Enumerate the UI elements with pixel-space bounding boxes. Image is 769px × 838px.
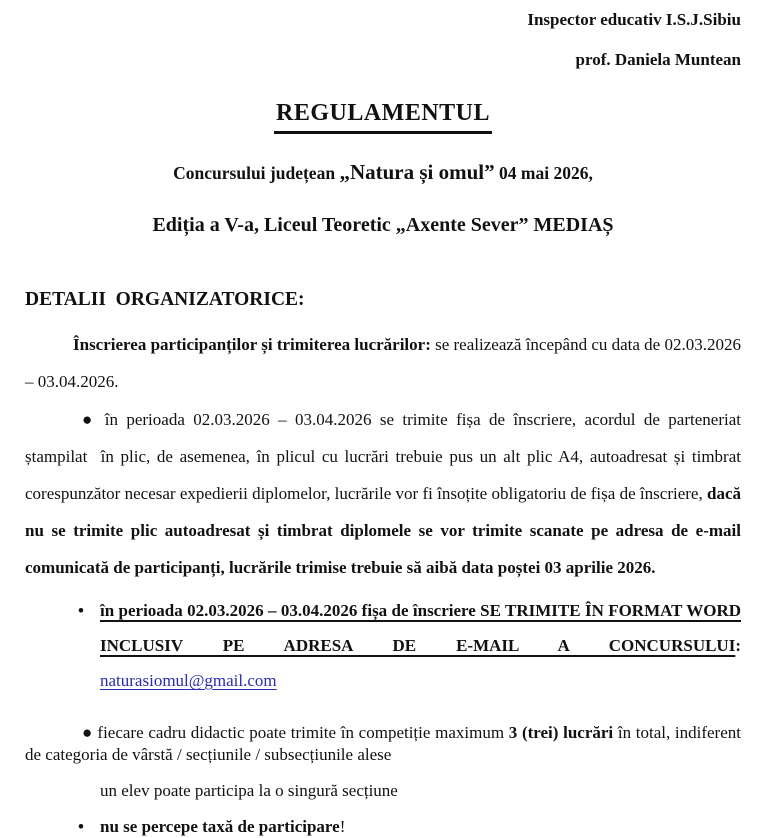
- bullet-marker: ●: [82, 723, 93, 742]
- document-title-text: REGULAMENTUL: [274, 97, 492, 134]
- email-format-rule: [100, 593, 741, 663]
- inspector-line: Inspector educativ I.S.J.Sibiu: [527, 10, 741, 29]
- no-fee-bold: nu se percepe taxă de participare: [100, 817, 340, 836]
- document-title: [25, 97, 741, 134]
- registration-rest: se realizează începând cu data de 02.03.2026 – 03.04.2026.: [25, 335, 741, 391]
- email-format-rule-text: în perioada 02.03.2026 – 03.04.2026 fișa de înscriere SE TRIMITE ÎN FORMAT WORD INCLUSIV PE ADRESA DE E-MAIL A CONCURSULUI: [100, 601, 741, 655]
- contest-email-link[interactable]: naturasiomul@gmail.com: [100, 671, 277, 690]
- email-format-rule-colon: :: [735, 636, 741, 655]
- sending-rules-bold: dacă nu se trimite plic autoadresat și timbrat diplomele se vor trimite scanate pe adresa de e-mail comunicată de participanți, lucrările trimise trebuie să aibă data poștei 03 aprilie 2026.: [25, 484, 741, 577]
- bullet-item-sending-rules: [25, 401, 741, 586]
- single-section-note: un elev poate participa la o singură secțiune: [100, 781, 398, 800]
- section-heading-organizational-details: DETALII ORGANIZATORICE:: [25, 289, 305, 310]
- bullet-marker: •: [78, 817, 84, 836]
- contest-subtitle-prefix: Concursului județean: [173, 163, 340, 183]
- bullet-marker: ●: [82, 410, 97, 429]
- signature-block: [25, 0, 741, 80]
- professor-line: prof. Daniela Muntean: [575, 50, 741, 69]
- email-line: [100, 663, 741, 698]
- sending-rules-regular: în perioada 02.03.2026 – 03.04.2026 se trimite fișa de înscriere, acordul de parteneriat ștampilat în plic, de asemenea, în plicul cu lucrări trebuie pus un alt plic A4, autoadresat și timbrat corespunzător necesar expedierii diplomelor, lucrările vor fi însoțite obligatoriu de fișa de înscriere,: [25, 410, 741, 503]
- works-limit-before: fiecare cadru didactic poate trimite în competiție maximum: [92, 723, 509, 742]
- registration-paragraph: [25, 326, 741, 400]
- no-fee-exclamation: !: [339, 817, 346, 836]
- bullet-marker: •: [78, 601, 84, 620]
- works-limit-after: în total, indiferent de categoria de vârstă / secțiunile / subsecțiunile alese: [25, 723, 741, 764]
- works-limit-bold: 3 (trei) lucrări: [508, 723, 614, 742]
- edition-location-line: Ediția a V-a, Liceul Teoretic „Axente Sever” MEDIAȘ: [152, 214, 614, 236]
- no-fee-text: [100, 817, 345, 836]
- registration-lead-bold: Înscrierea participanților și trimiterea lucrărilor:: [73, 335, 431, 354]
- contest-date: 04 mai 2026,: [494, 163, 593, 183]
- bullet-item-email-format: [25, 593, 741, 698]
- bullet-item-no-fee: [25, 816, 741, 838]
- bullet-item-works-limit: [25, 722, 741, 766]
- contest-subtitle: [25, 157, 741, 188]
- contest-name: „Natura și omul”: [339, 160, 495, 184]
